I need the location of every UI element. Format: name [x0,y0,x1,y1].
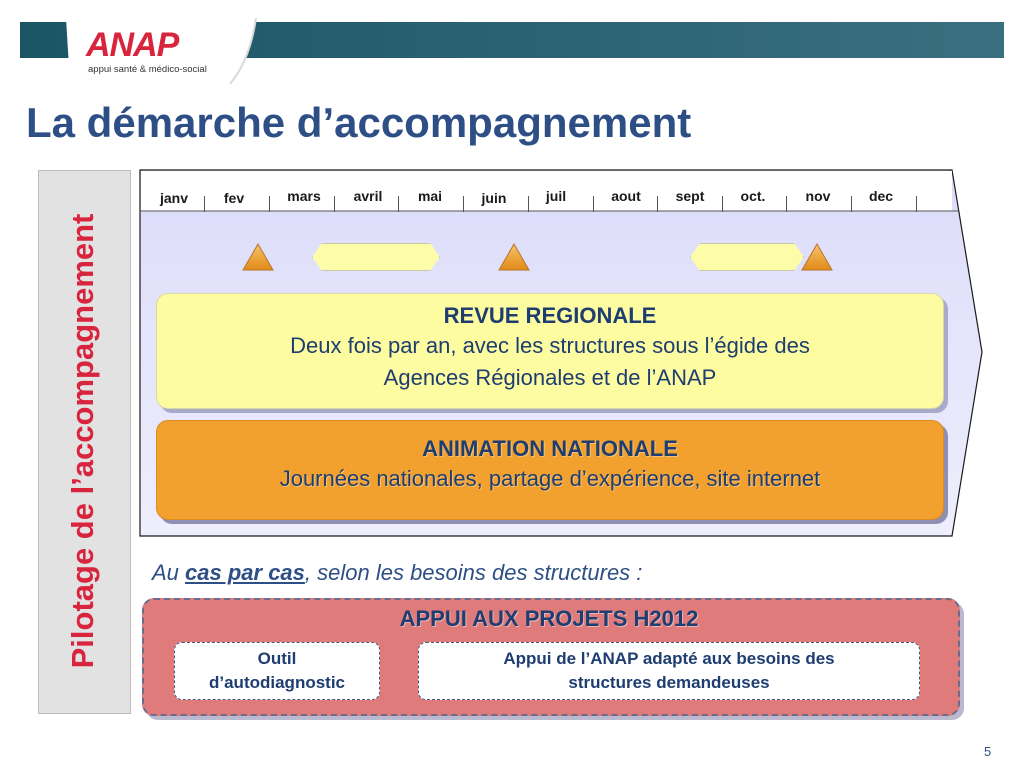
animation-nationale-description: Journées nationales, partage d’expérience, site internet [279,466,821,491]
month-dec: dec [868,188,894,204]
anap-logo: ANAP [86,26,179,64]
cas-emphasis: cas par cas [185,560,305,585]
animation-nationale-box [156,420,944,520]
month-tick [204,196,205,212]
cas-prefix: Au [152,560,186,585]
month-tick [269,196,270,212]
month-sept: sept [675,188,705,204]
period-pill [312,243,440,271]
page-title: La démarche d’accompagnement [26,99,692,146]
month-tick [916,196,917,212]
month-tick [851,196,852,212]
month-tick [786,196,787,212]
period-pill [690,243,804,271]
revue-regionale-line1: Deux fois par an, avec les structures sous l’égide des [290,333,810,358]
outil-autodiagnostic-box [174,642,380,700]
month-aout: aout [611,188,641,204]
month-tick [463,196,464,212]
sidebar-label: Pilotage de l’accompagnement [65,213,100,669]
logo-tagline: appui santé & médico-social [88,64,207,75]
appui-line1: Appui de l’ANAP adapté aux besoins des [503,649,835,668]
appui-line2: structures demandeuses [568,673,770,692]
month-fev: fev [223,190,245,206]
month-tick [528,196,529,212]
month-janv: janv [159,190,188,206]
month-mai: mai [417,188,443,204]
month-avril: avril [353,188,383,204]
month-nov: nov [805,188,831,204]
cas-suffix: , selon les besoins des structures : [304,560,643,585]
animation-nationale-title: ANIMATION NATIONALE [422,436,678,461]
page-number: 5 [984,744,992,759]
month-tick [657,196,658,212]
month-juin: juin [481,190,507,206]
appui-projets-title: APPUI AUX PROJETS H2012 [399,606,699,631]
outil-line2: d’autodiagnostic [209,673,345,692]
month-juil: juil [545,188,567,204]
month-oct: oct. [740,188,766,204]
revue-regionale-box [156,293,944,409]
outil-line1: Outil [257,649,297,668]
revue-regionale-line2: Agences Régionales et de l’ANAP [383,365,717,390]
month-tick [722,196,723,212]
month-mars: mars [287,188,321,204]
appui-anap-box [418,642,920,700]
month-tick [593,196,594,212]
month-tick [398,196,399,212]
revue-regionale-title: REVUE REGIONALE [443,303,657,328]
cas-par-cas-line [152,560,642,586]
month-tick [334,196,335,212]
